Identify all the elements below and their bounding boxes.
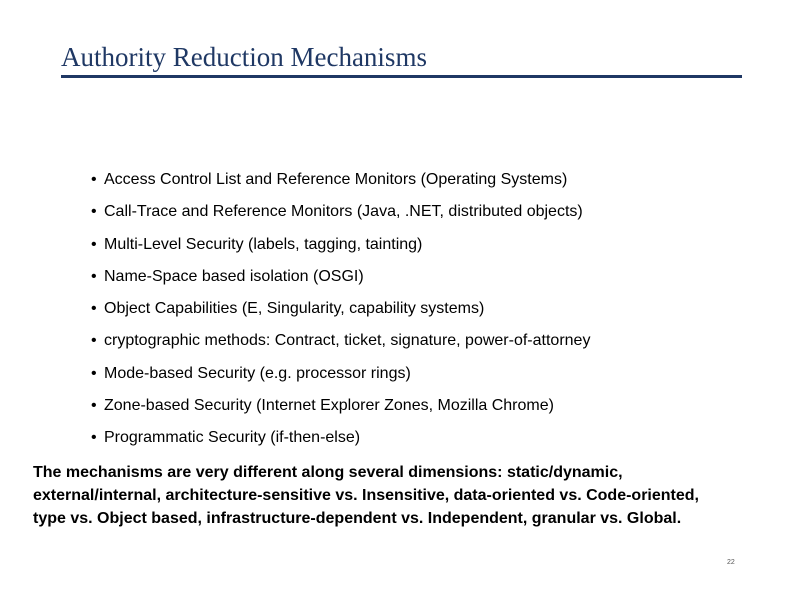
bullet-icon: • xyxy=(91,300,97,318)
bullet-text: Object Capabilities (E, Singularity, capability systems) xyxy=(104,300,485,318)
summary-paragraph: The mechanisms are very different along several dimensions: static/dynamic, external/internal, architecture-sensitive vs. Insensitive, data-oriented vs. Code-oriented, type vs. Object based, infrastructure-dependent vs. Independent, granular vs. Global. xyxy=(33,464,699,527)
bullet-item xyxy=(91,331,590,363)
bullet-text: Access Control List and Reference Monitors (Operating Systems) xyxy=(104,171,568,188)
bullet-text: Call-Trace and Reference Monitors (Java, .NET, distributed objects) xyxy=(104,203,583,221)
bullet-item xyxy=(91,202,590,234)
slide-title: Authority Reduction Mechanisms xyxy=(61,42,427,72)
bullet-list xyxy=(91,170,590,461)
bullet-text: Multi-Level Security (labels, tagging, tainting) xyxy=(104,235,423,253)
bullet-item xyxy=(91,299,590,331)
bullet-text: Mode-based Security (e.g. processor rings) xyxy=(104,364,411,382)
bullet-item xyxy=(91,428,590,460)
bullet-icon: • xyxy=(91,397,97,415)
bullet-icon: • xyxy=(91,332,97,350)
bullet-icon: • xyxy=(91,267,97,285)
bullet-item xyxy=(91,364,590,396)
bullet-item xyxy=(91,396,590,428)
title-underline xyxy=(61,75,742,78)
page-number: 22 xyxy=(727,559,735,566)
bullet-icon: • xyxy=(91,171,97,188)
bullet-icon: • xyxy=(91,429,97,447)
bullet-item xyxy=(91,235,590,267)
bullet-text: Name-Space based isolation (OSGI) xyxy=(104,267,364,285)
bullet-item xyxy=(91,170,590,202)
bullet-icon: • xyxy=(91,235,97,253)
bullet-text: Programmatic Security (if-then-else) xyxy=(104,429,361,447)
bullet-text: Zone-based Security (Internet Explorer Zones, Mozilla Chrome) xyxy=(104,397,554,415)
bullet-icon: • xyxy=(91,364,97,382)
bullet-item xyxy=(91,267,590,299)
bullet-text: cryptographic methods: Contract, ticket, signature, power-of-attorney xyxy=(104,332,591,350)
bullet-icon: • xyxy=(91,203,97,221)
